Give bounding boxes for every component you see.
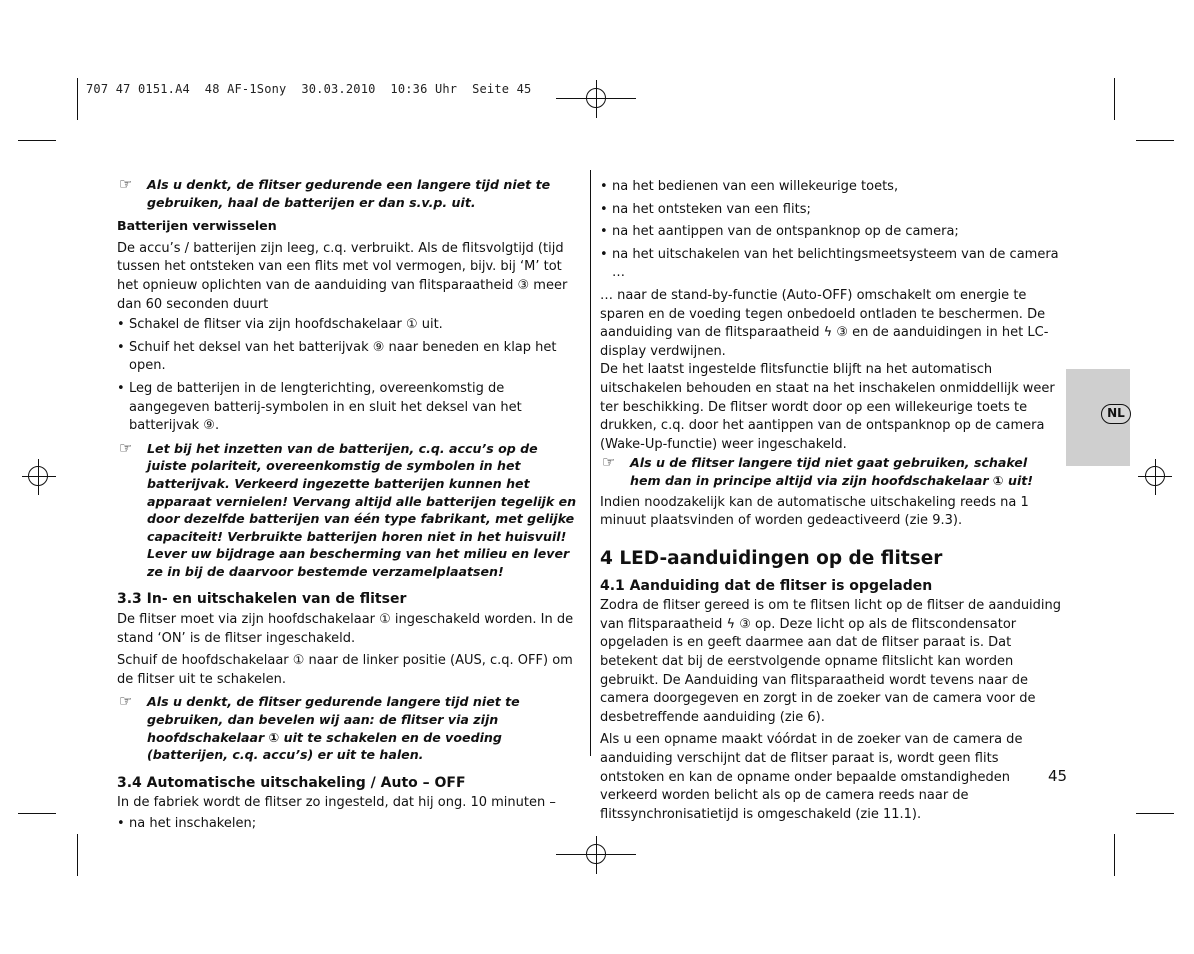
bullet-item: • Leg de batterijen in de lengterichting, overeenkomstig de aangegeven batterij-symbolen in en sluit het deksel van het batterijvak ⑨. <box>117 380 579 436</box>
pointing-hand-icon: ☞ <box>119 175 133 193</box>
crop-mark <box>18 813 56 814</box>
bullet-item: • na het bedienen van een willekeurige toets, <box>600 178 1062 197</box>
crop-mark <box>1114 834 1115 876</box>
bullet-item: • Schakel de flitser via zijn hoofdschakelaar ① uit. <box>117 316 579 335</box>
bullet-item: • na het uitschakelen van het belichtingsmeetsysteem van de camera … <box>600 246 1062 283</box>
note <box>600 454 1062 489</box>
bullet-item: • na het aantippen van de ontspanknop op de camera; <box>600 223 1062 242</box>
crop-mark <box>1114 78 1115 120</box>
crop-mark <box>1136 140 1174 141</box>
note-text: Als u denkt, de flitser gedurende langere tijd niet te gebruiken, dan bevelen wij aan: de flitser via zijn hoofdschakelaar ① uit te schakelen en de voeding (batterijen, c.q. accu’s) er uit te halen. <box>147 694 520 763</box>
pointing-hand-icon: ☞ <box>602 453 616 472</box>
note-text: Als u denkt, de flitser gedurende een langere tijd niet te gebruiken, haal de batterijen er dan s.v.p. uit. <box>147 177 551 210</box>
paragraph: In de fabriek wordt de flitser zo ingesteld, dat hij ong. 10 minuten – <box>117 795 556 811</box>
paragraph: De accu’s / batterijen zijn leeg, c.q. verbruikt. Als de flitsvolgtijd (tijd tussen het ontsteken van een flits met vol vermogen, bijv. bij ‘M’ tot het opnieuw oplichten van de aanduiding van flitsparaatheid ③ meer dan 60 seconden duurt <box>117 240 568 312</box>
paragraph: De het laatst ingestelde flitsfunctie blijft na het automatisch uitschakelen behouden en staat na het inschakelen onmiddellijk weer ter beschikking. De flitser wordt door op een willekeurige toets te drukken, c.q. door het aantippen van de ontspanknop op de camera (Wake-Up-functie) weer ingeschakeld. <box>600 362 1055 452</box>
bullet-item: • Schuif het deksel van het batterijvak ⑨ naar beneden en klap het open. <box>117 339 579 376</box>
paragraph: … naar de stand-by-functie (Auto-OFF) omschakelt om energie te sparen en de voeding tegen onbedoeld ontladen te beschermen. De aanduiding van de flitsparaatheid ϟ ③ en de aanduidingen in het LC-display verdwijnen. <box>600 287 1049 359</box>
paragraph: Schuif de hoofdschakelaar ① naar de linker positie (AUS, c.q. OFF) om de flitser uit te schakelen. <box>117 653 573 687</box>
paragraph: De flitser moet via zijn hoofdschakelaar ① ingeschakeld worden. In de stand ‘ON’ is de flitser ingeschakeld. <box>117 612 574 646</box>
paragraph: Indien noodzakelijk kan de automatische uitschakeling reeds na 1 minuut plaatsvinden of worden gedeactiveerd (zie 9.3). <box>600 494 1029 529</box>
right-column <box>600 176 1062 824</box>
column-divider <box>590 170 591 756</box>
bullet-item: • na het inschakelen; <box>117 815 579 834</box>
note <box>117 440 579 581</box>
paragraph: Als u een opname maakt vóórdat in de zoeker van de camera de aanduiding verschijnt dat de flitser paraat is, wordt geen flits ontstoken en kan de opname onder bepaalde omstandigheden verkeerd worden belicht als op de camera reeds naar de flitssynchronisatietijd is omgeschakeld (zie 11.1). <box>600 732 1023 822</box>
subheading: Batterijen verwisselen <box>117 218 277 234</box>
pointing-hand-icon: ☞ <box>119 692 133 711</box>
paragraph: Zodra de flitser gereed is om te flitsen licht op de flitser de aanduiding van flitsparaatheid ϟ ③ op. Deze licht op als de flitscondensator opgeladen is en geeft daarmee aan dat de flitser paraat is. Dat betekent dat bij de eerstvolgende opname flitslicht kan worden gebruikt. De Aanduiding van flitsparaatheid wordt tevens naar de camera doorgegeven en zorgt in de zoeker van de camera voor de desbetreffende aanduiding (zie 6). <box>600 598 1062 725</box>
bullet-item: • na het ontsteken van een flits; <box>600 201 1062 220</box>
language-badge: NL <box>1101 404 1131 424</box>
section-heading: 3.4 Automatische uitschakeling / Auto – OFF <box>117 774 466 791</box>
print-header: 707 47 0151.A4 48 AF-1Sony 30.03.2010 10:36 Uhr Seite 45 <box>86 82 532 96</box>
pointing-hand-icon: ☞ <box>119 438 133 457</box>
note-text: Let bij het inzetten van de batterijen, c.q. accu’s op de juiste polariteit, overeenkomstig de symbolen in het batterijvak. Verkeerd ingezette batterijen kunnen het apparaat vernielen! Vervang altijd alle batterijen tegelijk en door dezelfde batterijen van één type fabrikant, met gelijke capaciteit! Verbruikte batterijen horen niet in het huisvuil! Lever uw bijdrage aan bescherming van het milieu en lever ze in bij de daarvoor bestemde verzamelplaatsen! <box>147 440 577 579</box>
crop-mark <box>1136 813 1174 814</box>
note <box>117 176 579 211</box>
left-column <box>117 176 579 838</box>
crop-mark <box>77 834 78 876</box>
note-text: Als u de flitser langere tijd niet gaat gebruiken, schakel hem dan in principe altijd via zijn hoofdschakelaar ① uit! <box>630 455 1034 488</box>
chapter-heading: 4 LED-aanduidingen op de flitser <box>600 547 943 569</box>
note <box>117 693 579 763</box>
crop-mark <box>18 140 56 141</box>
section-heading: 3.3 In- en uitschakelen van de flitser <box>117 591 407 608</box>
page-number: 45 <box>1048 767 1068 785</box>
section-heading: 4.1 Aanduiding dat de flitser is opgeladen <box>600 577 933 594</box>
crop-mark <box>77 78 78 120</box>
